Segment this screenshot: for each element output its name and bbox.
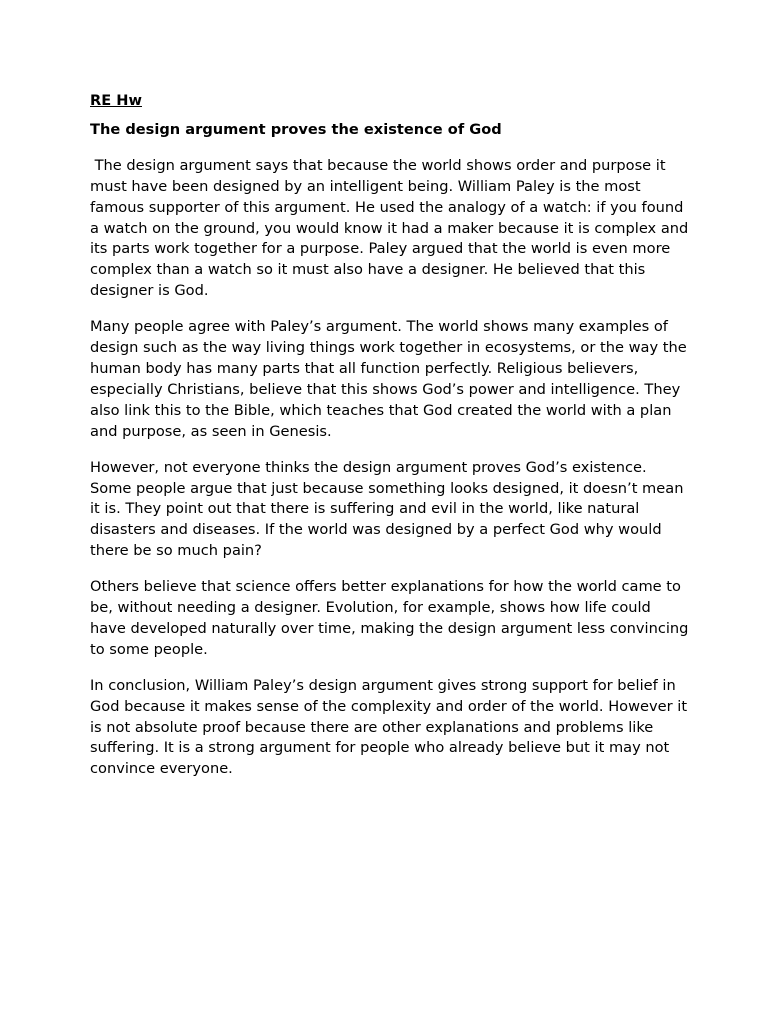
document-body (90, 91, 694, 795)
paragraph-conclusion: In conclusion, William Paley’s design argument gives strong support for belief in God because it makes sense of the complexity and order of the world. However it is not absolute proof because there are other explanations and problems like suffering. It is a strong argument for people who already believe but it may not convince everyone. (90, 676, 692, 778)
essay-title: The design argument proves the existence of God (90, 120, 502, 138)
paragraph-counterargument: However, not everyone thinks the design argument proves God’s existence. Some people argue that just because something looks designed, it doesn’t mean it is. They point out that there is suffering and evil in the world, like natural disasters and diseases. If the world was designed by a perfect God why would there be so much pain? (90, 458, 689, 560)
paragraph-introduction: The design argument says that because the world shows order and purpose it must have been designed by an intelligent being. William Paley is the most famous supporter of this argument. He used the analogy of a watch: if you found a watch on the ground, you would know it had a maker because it is complex and its parts work together for a purpose. Paley argued that the world is even more complex than a watch so it must also have a designer. He believed that this designer is God. (90, 156, 693, 300)
paragraph-science: Others believe that science offers better explanations for how the world came to be, without needing a designer. Evolution, for example, shows how life could have developed naturally over time, making the design argument less convincing to some people. (90, 578, 694, 658)
document-heading: RE Hw (90, 92, 142, 109)
paragraph-support: Many people agree with Paley’s argument. The world shows many examples of design such as the way living things work together in ecosystems, or the way the human body has many parts that all function perfectly. Religious believers, especially Christians, believe that this shows God’s power and intelligence. They also link this to the Bible, which teaches that God created the world with a plan and purpose, as seen in Genesis. (90, 318, 692, 440)
